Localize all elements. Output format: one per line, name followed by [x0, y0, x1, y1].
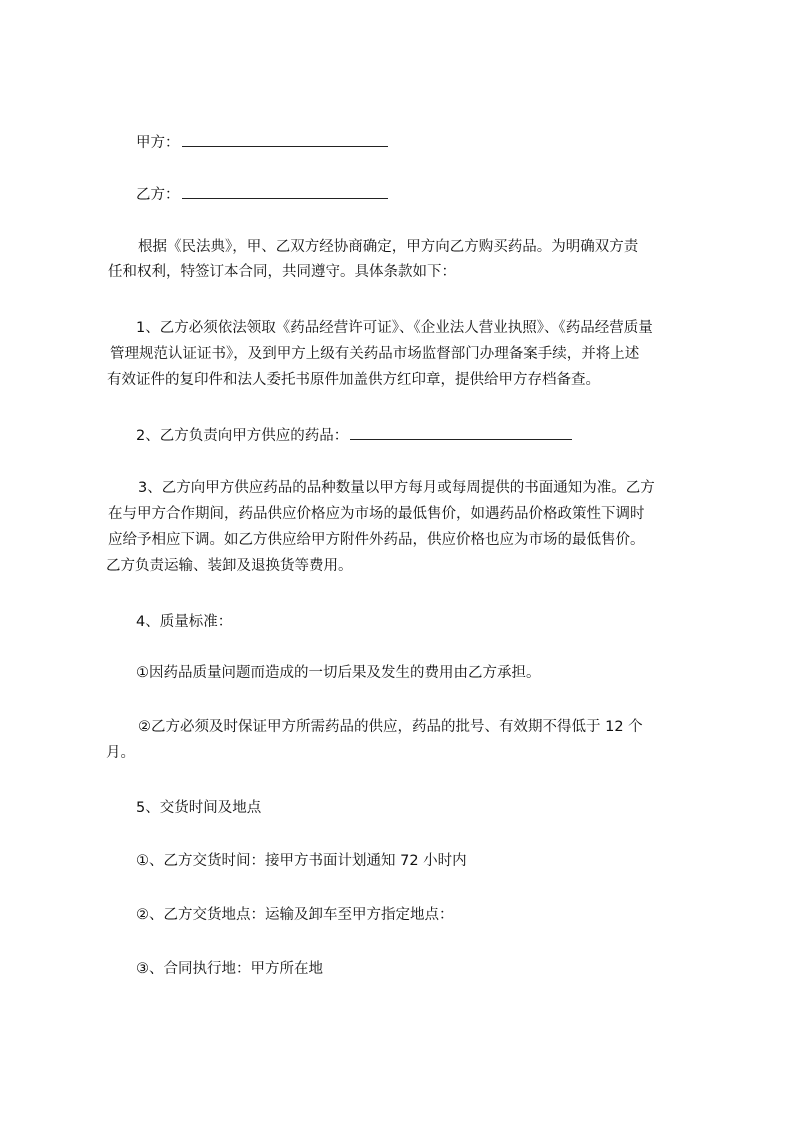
clause-4-item-1: ①因药品质量问题而造成的一切后果及发生的费用由乙方承担。 — [136, 665, 541, 681]
clause-3-line-2: 在与甲方合作期间，药品供应价格应为市场的最低售价，如遇药品价格政策性下调时 — [108, 506, 645, 522]
clause-4-item-2-line-1: ②乙方必须及时保证甲方所需药品的供应，药品的批号、有效期不得低于 12 个 — [138, 719, 643, 735]
clause-3-line-4: 乙方负责运输、装卸及退换货等费用。 — [106, 558, 353, 574]
clause-5-item-3: ③、合同执行地：甲方所在地 — [136, 961, 323, 977]
clause-2-blank — [350, 425, 572, 440]
clause-2-label: 2、乙方负责向甲方供应的药品： — [136, 428, 349, 444]
clause-5-item-2: ②、乙方交货地点：运输及卸车至甲方指定地点： — [136, 907, 454, 923]
clause-1-line-2: 管理规范认证证书》，及到甲方上级有关药品市场监督部门办理备案手续，并将上述 — [110, 346, 640, 362]
party-b-blank — [182, 184, 388, 199]
clause-3-line-3: 应给予相应下调。如乙方供应给甲方附件外药品，供应价格也应为市场的最低售价。 — [108, 532, 645, 548]
clause-5-item-1: ①、乙方交货时间：接甲方书面计划通知 72 小时内 — [136, 853, 467, 869]
party-b-label: 乙方： — [136, 187, 180, 203]
party-b-field — [136, 184, 388, 205]
clause-2-field — [136, 425, 572, 446]
intro-line-2: 任和权利，特签订本合同，共同遵守。具体条款如下： — [108, 264, 456, 280]
clause-1-line-3: 有效证件的复印件和法人委托书原件加盖供方红印章，提供给甲方存档备查。 — [107, 372, 600, 388]
clause-3-line-1: 3、乙方向甲方供应药品的品种数量以甲方每月或每周提供的书面通知为准。乙方 — [138, 480, 655, 496]
party-a-blank — [182, 132, 388, 147]
party-a-field — [136, 132, 388, 153]
intro-line-1: 根据《民法典》，甲、乙双方经协商确定，甲方向乙方购买药品。为明确双方责 — [138, 239, 639, 255]
clause-1-line-1: 1、乙方必须依法领取《药品经营许可证》、《企业法人营业执照》、《药品经营质量 — [136, 320, 653, 336]
clause-4-title: 4、质量标准： — [136, 614, 233, 630]
clause-5-title: 5、交货时间及地点 — [136, 800, 262, 816]
clause-4-item-2-line-2: 月。 — [106, 745, 135, 761]
party-a-label: 甲方： — [136, 135, 180, 151]
